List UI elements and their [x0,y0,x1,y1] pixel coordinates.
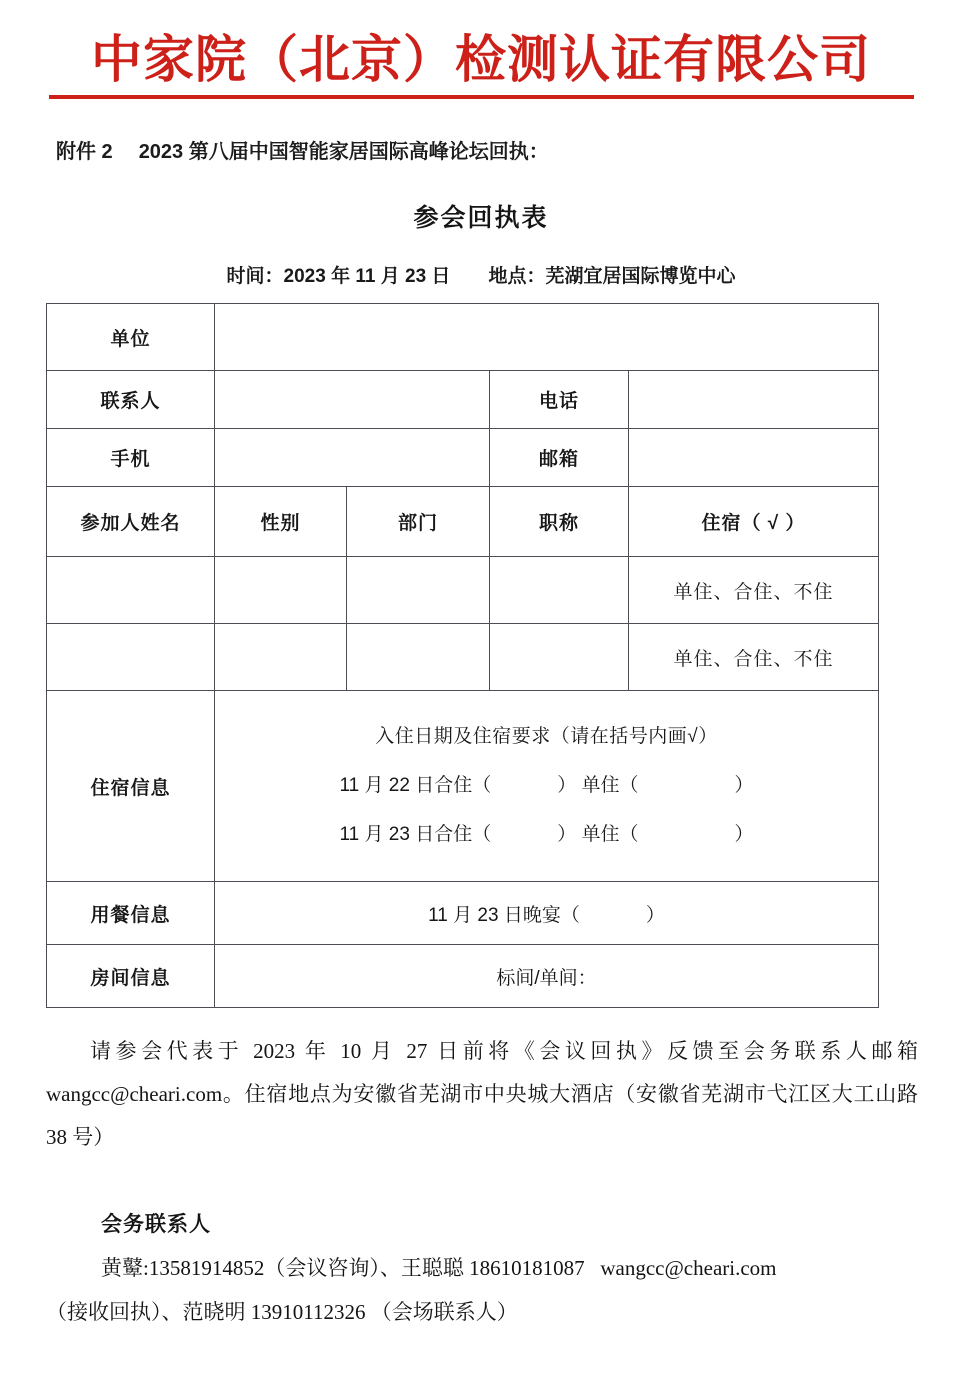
header-participant-name: 参加人姓名 [47,487,215,557]
header-lodging: 住宿（ √ ） [629,487,879,557]
nov23-single-label: ） 单住（ [557,823,639,845]
header-gender: 性别 [215,487,347,557]
table-row-accommodation [47,691,879,882]
contact-label: 联系人 [47,371,215,429]
registration-form-table [46,303,879,1008]
participant-department[interactable] [347,557,490,624]
meal-banquet-close: ） [645,904,665,926]
email-label: 邮箱 [490,429,629,487]
nov22-single-label: ） 单住（ [557,774,639,796]
attachment-label: 附件 2 [56,141,113,163]
unit-value[interactable] [215,304,879,371]
phone-label: 电话 [490,371,629,429]
nov22-share-label: 11 月 22 日合住（ [339,774,492,796]
email-value[interactable] [629,429,879,487]
table-row-participant [47,557,879,624]
attachment-text: 2023 第八届中国智能家居国际高峰论坛回执： [138,141,549,163]
unit-label: 单位 [47,304,215,371]
participant-name[interactable] [47,557,215,624]
table-row-column-headers [47,487,879,557]
participant-job-title[interactable] [490,624,629,691]
table-row-room [47,945,879,1008]
mobile-value[interactable] [215,429,490,487]
event-place: 地点：芜湖宜居国际博览中心 [488,266,736,287]
instructions-paragraph: 请参会代表于 2023 年 10 月 27 日前将《会议回执》反馈至会务联系人邮箱 wangcc@cheari.com。住宿地点为安徽省芜湖市中央城大酒店（安徽省芜湖市弋江区大工山路 38 号） [46,1039,918,1149]
contacts-heading: 会务联系人 [101,1212,211,1236]
participant-gender[interactable] [215,557,347,624]
nov22-single-close: ） [734,774,754,796]
header-department: 部门 [347,487,490,557]
accommodation-date-row-nov22[interactable] [215,776,878,795]
contact-value[interactable] [215,371,490,429]
table-row-contact [47,371,879,429]
company-name: 中家院（北京）检测认证有限公司 [90,31,871,90]
participant-name[interactable] [47,624,215,691]
contact-line-secondary: （接收回执）、范晓明 13910112326 （会场联系人） [46,1300,518,1324]
participant-lodging-options[interactable]: 单住、合住、不住 [629,557,879,624]
accommodation-date-row-nov23[interactable] [215,825,878,844]
table-row-mobile [47,429,879,487]
nov23-share-label: 11 月 23 日合住（ [339,823,492,845]
event-time: 时间：2023 年 11 月 23 日 [226,266,451,287]
letterhead-divider [49,95,914,99]
participant-gender[interactable] [215,624,347,691]
contact-line-primary: 黄鼙:13581914852（会议咨询）、王聪聪 18610181087 wangcc@cheari.com [101,1256,777,1280]
table-row-unit [47,304,879,371]
event-meta [0,261,962,288]
meal-banquet-label: 11 月 23 日晚宴（ [428,904,580,926]
meal-label: 用餐信息 [47,882,215,945]
room-value[interactable]: 标间/单间： [215,945,879,1008]
participant-department[interactable] [347,624,490,691]
nov23-single-close: ） [734,823,754,845]
accommodation-label: 住宿信息 [47,691,215,882]
header-job-title: 职称 [490,487,629,557]
attachment-line [56,135,549,164]
page-title: 参会回执表 [413,204,549,232]
letterhead [0,0,962,108]
accommodation-value-cell[interactable] [215,691,879,882]
phone-value[interactable] [629,371,879,429]
table-row-participant [47,624,879,691]
room-label: 房间信息 [47,945,215,1008]
accommodation-instruction: 入住日期及住宿要求（请在括号内画√） [375,725,718,747]
meal-value-cell[interactable] [215,882,879,945]
mobile-label: 手机 [47,429,215,487]
participant-lodging-options[interactable]: 单住、合住、不住 [629,624,879,691]
table-row-meal [47,882,879,945]
participant-job-title[interactable] [490,557,629,624]
